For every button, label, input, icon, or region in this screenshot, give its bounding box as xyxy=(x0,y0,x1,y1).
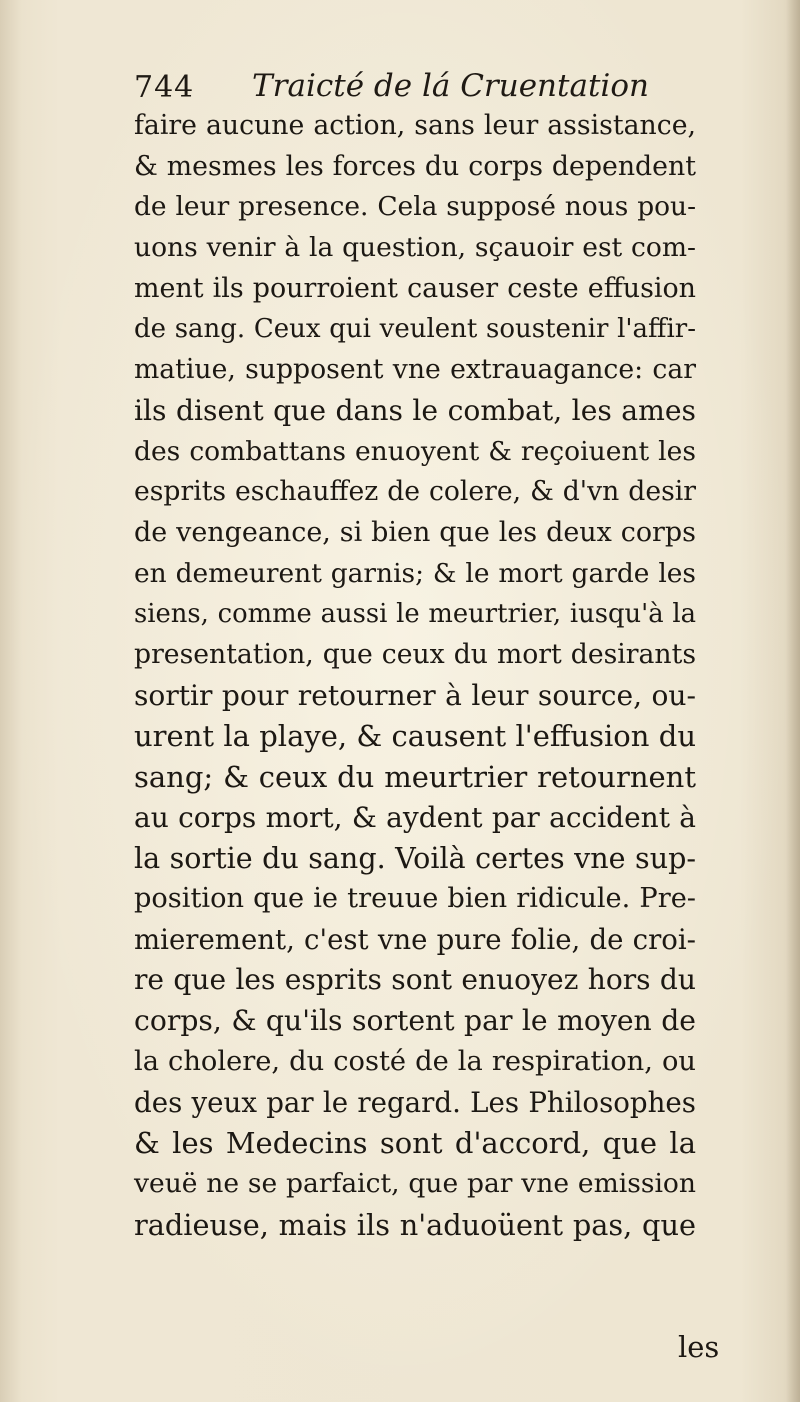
page-header xyxy=(134,62,694,110)
text-line: au corps mort, & aydent par accident à xyxy=(134,800,696,834)
page-edge-shadow xyxy=(786,0,800,1402)
text-line: & mesmes les forces du corps dependent xyxy=(134,150,696,182)
page-number: 744 xyxy=(134,70,195,105)
text-line: urent la playe, & causent l'effusion du xyxy=(134,719,696,754)
text-line: en demeurent garnis; & le mort garde les xyxy=(134,557,696,589)
catchword: les xyxy=(678,1330,720,1364)
running-title: Traicté de lá Cruentation xyxy=(252,68,649,104)
text-line: re que les esprits sont enuoyez hors du xyxy=(134,963,696,997)
text-line: radieuse, mais ils n'aduoüent pas, que xyxy=(134,1207,696,1242)
text-line: ils disent que dans le combat, les ames xyxy=(134,393,696,427)
text-line: la sortie du sang. Voilà certes vne sup- xyxy=(134,841,696,876)
text-line: veuë ne se parfaict, que par vne emission xyxy=(134,1167,696,1199)
text-line: matiue, supposent vne extrauagance: car xyxy=(134,354,696,386)
text-line: faire aucune action, sans leur assistance, xyxy=(134,110,696,141)
text-line: des yeux par le regard. Les Philosophes xyxy=(134,1085,696,1119)
text-line: sang; & ceux du meurtrier retournent xyxy=(134,760,696,794)
text-line: presentation, que ceux du mort desirants xyxy=(134,638,696,670)
text-line: ment ils pourroient causer ceste effusion xyxy=(134,272,696,304)
text-line: siens, comme aussi le meurtrier, iusqu'à la xyxy=(134,599,696,630)
text-line: position que ie treuue bien ridicule. Pre- xyxy=(134,883,696,915)
text-line: esprits eschauffez de colere, & d'vn desir xyxy=(134,476,696,508)
text-line: la cholere, du costé de la respiration, ou xyxy=(134,1045,696,1077)
text-line: mierement, c'est vne pure folie, de croi- xyxy=(134,922,696,956)
text-line: des combattans enuoyent & reçoiuent les xyxy=(134,435,696,467)
text-line: de vengeance, si bien que les deux corps xyxy=(134,516,696,548)
text-line: uons venir à la question, sçauoir est com- xyxy=(134,232,696,264)
text-line: & les Medecins sont d'accord, que la xyxy=(134,1126,696,1161)
text-line: corps, & qu'ils sortent par le moyen de xyxy=(134,1004,696,1038)
body-text xyxy=(134,106,696,1245)
text-line: de leur presence. Cela supposé nous pou- xyxy=(134,191,696,223)
text-line: sortir pour retourner à leur source, ou- xyxy=(134,678,696,712)
text-line: de sang. Ceux qui veulent soustenir l'affir- xyxy=(134,314,696,345)
